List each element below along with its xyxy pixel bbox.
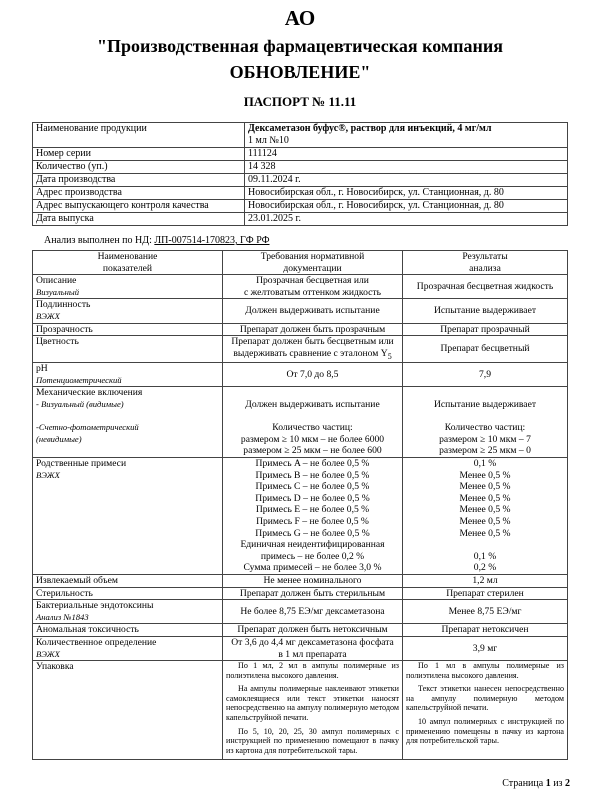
table-row <box>33 187 568 200</box>
company-name-line2: ОБНОВЛЕНИЕ" <box>229 62 371 82</box>
req-text: Примесь B – не более 0,5 % <box>255 469 370 481</box>
pack-paragraph: Текст этикетки нанесен непосредственно на ампулу полимерную методом капельструйной печати. <box>406 684 564 713</box>
company-name-line1: "Производственная фармацевтическая компания <box>96 36 504 56</box>
normative-doc-line <box>44 235 270 246</box>
table-row <box>33 600 568 624</box>
req-text: Примесь D – не более 0,5 % <box>255 492 370 504</box>
company-type: АО <box>284 6 316 30</box>
method-label: ВЭЖХ <box>36 310 60 321</box>
res-text: Менее 0,5 % <box>459 492 511 504</box>
method-label: (невидимые) <box>36 433 82 444</box>
result: Препарат стерилен <box>403 587 568 600</box>
req-text: размером ≥ 25 мкм – не более 600 <box>243 445 382 457</box>
table-row <box>33 123 568 148</box>
header-text: Результаты <box>462 251 508 262</box>
info-label: Номер серии <box>33 148 245 161</box>
req-text: Примесь F – не более 0,5 % <box>256 515 369 527</box>
method-label: ВЭЖХ <box>36 648 60 659</box>
res-text: 0,2 % <box>473 562 497 574</box>
passport-title: ПАСПОРТ № 11.11 <box>243 94 357 109</box>
table-row <box>33 174 568 187</box>
table-row <box>33 275 568 299</box>
param-label: Бактериальные эндотоксины <box>36 600 154 612</box>
req-text: Примесь G – не более 0,5 % <box>255 527 370 539</box>
table-row <box>33 299 568 323</box>
table-row <box>33 161 568 174</box>
info-value: Новосибирская обл., г. Новосибирск, ул. Станционная, д. 80 <box>245 187 568 200</box>
result: Препарат нетоксичен <box>403 624 568 637</box>
requirement: Не более 8,75 ЕЭ/мг дексаметазона <box>223 600 403 624</box>
page-mid: из <box>553 778 563 789</box>
req-text: в 1 мл препарата <box>278 648 347 660</box>
param-name <box>33 299 223 323</box>
param-name: Цветность <box>33 336 223 363</box>
header-cell <box>33 251 223 275</box>
param-name <box>33 636 223 660</box>
table-row <box>33 624 568 637</box>
info-label: Наименование продукции <box>33 123 245 148</box>
requirement <box>223 661 403 760</box>
method-label: Визуальный <box>36 286 79 297</box>
requirement <box>223 458 403 575</box>
req-text: Прозрачная бесцветная или <box>256 275 369 287</box>
req-text: Количество частиц: <box>272 422 353 434</box>
result <box>403 458 568 575</box>
req-text: Примесь A – не более 0,5 % <box>255 458 370 469</box>
param-label: Подлинность <box>36 299 91 311</box>
param-name: Упаковка <box>33 661 223 760</box>
info-label: Количество (уп.) <box>33 161 245 174</box>
table-row <box>33 213 568 226</box>
header-text: Наименование <box>97 251 158 262</box>
result: Препарат бесцветный <box>403 336 568 363</box>
param-name <box>33 275 223 299</box>
product-info-table <box>32 122 568 226</box>
requirement: Препарат должен быть нетоксичным <box>223 624 403 637</box>
page-total: 2 <box>565 778 570 789</box>
param-label: pH <box>36 363 48 375</box>
method-label: ВЭЖХ <box>36 469 60 480</box>
pack-paragraph: По 5, 10, 20, 25, 30 ампул полимерных с инструкцией по применению помещают в пачку из картона для потребительской тары. <box>226 726 399 755</box>
requirement: Должен выдерживать испытание <box>223 299 403 323</box>
page-prefix: Страница <box>502 778 544 789</box>
header-cell <box>403 251 568 275</box>
method-label: Анализ №1843 <box>36 611 89 622</box>
req-text: Единичная неидентифицированная <box>240 539 385 551</box>
info-value: 09.11.2024 г. <box>245 174 568 187</box>
param-label: Механические включения <box>36 387 143 399</box>
info-label: Адрес выпускающего контроля качества <box>33 200 245 213</box>
param-name <box>33 387 223 458</box>
header-text: показателей <box>102 262 153 274</box>
result: 1,2 мл <box>403 574 568 587</box>
result <box>403 661 568 760</box>
req-text: размером ≥ 10 мкм – не более 6000 <box>240 433 385 445</box>
requirement: От 7,0 до 8,5 <box>223 363 403 387</box>
req-text: примесь – не более 0,2 % <box>260 550 365 562</box>
result: Препарат прозрачный <box>403 323 568 336</box>
param-label: Описание <box>36 275 77 287</box>
table-row <box>33 148 568 161</box>
res-text: Менее 0,5 % <box>459 515 511 527</box>
result: Менее 8,75 ЕЭ/мг <box>403 600 568 624</box>
res-text: 0,1 % <box>473 458 497 469</box>
info-value: 111124 <box>245 148 568 161</box>
table-row <box>33 574 568 587</box>
table-row <box>33 458 568 575</box>
pack-paragraph: По 1 мл в ампулы полимерные из полиэтилена высокого давления. <box>406 661 564 680</box>
param-label: Количественное определение <box>36 636 157 648</box>
requirement <box>223 275 403 299</box>
req-text: Примесь E – не более 0,5 % <box>255 504 370 516</box>
res-text: Менее 0,5 % <box>459 481 511 493</box>
param-name <box>33 363 223 387</box>
res-text: Менее 0,5 % <box>459 504 511 516</box>
param-name: Стерильность <box>33 587 223 600</box>
param-name <box>33 458 223 575</box>
info-value: 14 328 <box>245 161 568 174</box>
param-name: Извлекаемый объем <box>33 574 223 587</box>
info-label: Дата производства <box>33 174 245 187</box>
res-text: Менее 0,5 % <box>459 527 511 539</box>
req-text: Должен выдерживать испытание <box>245 399 380 411</box>
info-label: Дата выпуска <box>33 213 245 226</box>
info-value <box>245 123 568 148</box>
info-value: 23.01.2025 г. <box>245 213 568 226</box>
table-row <box>33 387 568 458</box>
pack-paragraph: На ампулы полимерные наклеивают этикетки самоклеящиеся или текст этикетки наносят непосредственно на ампулу полимерную методом капельструйной печати. <box>226 684 399 723</box>
req-text: Сумма примесей – не более 3,0 % <box>243 562 382 574</box>
nd-prefix: Анализ выполнен по НД: <box>44 235 152 246</box>
header-cell <box>223 251 403 275</box>
table-row <box>33 587 568 600</box>
requirement: Препарат должен быть прозрачным <box>223 323 403 336</box>
product-name: Дексаметазон буфус®, раствор для инъекций, 4 мг/мл <box>248 123 492 134</box>
requirement <box>223 336 403 363</box>
res-text: Менее 0,5 % <box>459 469 511 481</box>
header-text: документации <box>283 262 342 274</box>
result: 7,9 <box>403 363 568 387</box>
requirement <box>223 636 403 660</box>
table-row <box>33 636 568 660</box>
param-name: Аномальная токсичность <box>33 624 223 637</box>
result: Прозрачная бесцветная жидкость <box>403 275 568 299</box>
table-row <box>33 336 568 363</box>
result: Испытание выдерживает <box>403 299 568 323</box>
req-text: Примесь C – не более 0,5 % <box>255 481 370 493</box>
req-text: От 3,6 до 4,4 мг дексаметазона фосфата <box>231 636 394 648</box>
res-text: Количество частиц: <box>444 422 526 434</box>
requirement <box>223 387 403 458</box>
req-text: с желтоватым оттенком жидкость <box>244 286 381 298</box>
table-header-row <box>33 251 568 275</box>
result <box>403 387 568 458</box>
table-row <box>33 200 568 213</box>
res-text: 0,1 % <box>473 550 497 562</box>
product-pack: 1 мл №10 <box>248 135 289 146</box>
param-name: Прозрачность <box>33 323 223 336</box>
res-text: размером ≥ 25 мкм – 0 <box>439 445 531 457</box>
param-label: Родственные примеси <box>36 458 127 469</box>
pack-paragraph: 10 ампул полимерных с инструкцией по применению помещены в пачку из картона для потребительской тары. <box>406 717 564 746</box>
result: 3,9 мг <box>403 636 568 660</box>
header-text: анализа <box>469 262 501 274</box>
method-label: - Визуальный (видимые) <box>36 399 124 410</box>
info-value: Новосибирская обл., г. Новосибирск, ул. Станционная, д. 80 <box>245 200 568 213</box>
page-number <box>502 778 570 789</box>
req-text: выдерживать сравнение с эталоном Y <box>233 347 388 359</box>
pack-paragraph: По 1 мл, 2 мл в ампулы полимерные из полиэтилена высокого давления. <box>226 661 399 680</box>
header-text: Требования нормативной <box>260 251 365 262</box>
analysis-table <box>32 250 568 760</box>
req-text: Препарат должен быть бесцветным или <box>231 336 394 348</box>
res-text: Испытание выдерживает <box>433 399 537 411</box>
table-row <box>33 323 568 336</box>
table-row <box>33 363 568 387</box>
requirement: Не менее номинального <box>223 574 403 587</box>
nd-link: ЛП-007514-170823, ГФ РФ <box>154 235 270 246</box>
req-subscript: 5 <box>387 351 392 361</box>
requirement: Препарат должен быть стерильным <box>223 587 403 600</box>
method-label: Потенциометрический <box>36 374 122 385</box>
method-label: -Счетно-фотометрический <box>36 422 139 433</box>
info-label: Адрес производства <box>33 187 245 200</box>
page-current: 1 <box>545 778 551 789</box>
res-text: размером ≥ 10 мкм – 7 <box>439 433 531 445</box>
table-row <box>33 661 568 760</box>
param-name <box>33 600 223 624</box>
